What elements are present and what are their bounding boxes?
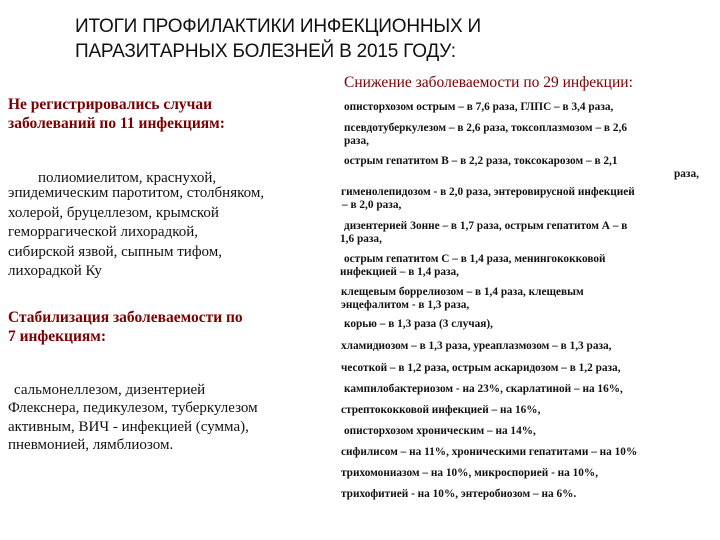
title-line-2: ПАРАЗИТАРНЫХ БОЛЕЗНЕЙ В 2015 ГОДУ:: [75, 41, 456, 62]
stabilization-heading-line-2: 7 инфекциям:: [8, 328, 106, 345]
decrease-item-line: энцефалитом - в 1,3 раза,: [341, 298, 470, 311]
decrease-item-line: трихомониазом – на 10%, микроспорией - на 10%,: [341, 467, 599, 479]
decrease-item-line: острым гепатитом В – в 2,2 раза, токсокарозом – в 2,1: [344, 155, 618, 167]
decrease-item-line: 1,6 раза,: [340, 232, 382, 245]
decrease-item: [344, 155, 699, 180]
decrease-item: [344, 101, 613, 114]
stabilization-item: активным, ВИЧ - инфекцией (сумма),: [8, 419, 249, 435]
not-registered-item: геморрагической лихорадкой,: [8, 224, 199, 240]
decrease-item-line: описторхозом хроническим – на 14%,: [344, 425, 536, 437]
decrease-item: [341, 286, 584, 311]
decrease-item-line: сифилисом – на 11%, хроническими гепатитами – на 10%: [341, 446, 638, 458]
not-registered-item: холерой, бруцеллезом, крымской: [8, 205, 219, 221]
decrease-item: [344, 122, 627, 147]
not-registered-item: сибирской язвой, сыпным тифом,: [8, 244, 223, 260]
decrease-item-line: кампилобактериозом - на 23%, скарлатиной – на 16%,: [344, 383, 623, 395]
decrease-item: [341, 362, 621, 375]
decrease-item-line: чесоткой – в 1,2 раза, острым аскаридозом – в 1,2 раза,: [341, 362, 621, 374]
decrease-item: [341, 488, 576, 501]
stabilization-item: сальмонеллезом, дизентерией: [14, 382, 206, 398]
decrease-item-line: дизентерией Зонне – в 1,7 раза, острым гепатитом А – в: [344, 220, 628, 232]
decrease-item-line: клещевым боррелиозом – в 1,4 раза, клещевым: [341, 286, 584, 298]
slide-title: [75, 14, 635, 64]
decrease-item: [341, 446, 637, 459]
decrease-item-line: описторхозом острым – в 7,6 раза, ГЛПС – в 3,4 раза,: [344, 101, 614, 113]
not-registered-item: лихорадкой Ку: [8, 263, 102, 279]
decrease-item-line: псевдотуберкулезом – в 2,6 раза, токсоплазмозом – в 2,6: [344, 122, 627, 134]
decrease-item: [344, 383, 623, 396]
stabilization-heading-line-1: Стабилизация заболеваемости по: [8, 309, 243, 326]
decrease-item-line: хламидиозом – в 1,3 раза, уреаплазмозом – в 1,3 раза,: [341, 340, 612, 352]
title-line-1: ИТОГИ ПРОФИЛАКТИКИ ИНФЕКЦИОННЫХ И: [75, 16, 482, 37]
decrease-item: [340, 220, 628, 245]
decrease-item-line: – в 2,0 раза,: [342, 198, 402, 211]
stabilization-item: пневмонией, лямблиозом.: [8, 437, 174, 453]
decrease-item: [341, 404, 540, 417]
decrease-item: [341, 186, 635, 211]
decrease-item-line: острым гепатитом С – в 1,4 раза, менингококковой: [344, 253, 606, 265]
not-registered-heading-line-1: Не регистрировались случаи: [8, 96, 213, 113]
decrease-item-line: раза,: [674, 167, 699, 180]
decrease-item-line: корью – в 1,3 раза (3 случая),: [344, 318, 493, 330]
not-registered-heading-line-2: заболеваний по 11 инфекциям:: [8, 115, 225, 132]
decrease-item: [340, 253, 606, 278]
decrease-item: [341, 467, 598, 480]
not-registered-item: эпидемическим паротитом, столбняком,: [8, 185, 265, 201]
decrease-item: [344, 425, 536, 438]
stabilization-item: Флекснера, педикулезом, туберкулезом: [8, 400, 258, 416]
decrease-item-line: стрептококковой инфекцией – на 16%,: [341, 404, 541, 416]
decrease-heading: Снижение заболеваемости по 29 инфекции:: [344, 74, 633, 91]
not-registered-item: полиомиелитом, краснухой,: [38, 170, 217, 186]
decrease-item: [344, 318, 493, 331]
decrease-item-line: инфекцией – в 1,4 раза,: [340, 265, 460, 278]
decrease-item-line: гименолепидозом - в 2,0 раза, энтеровирусной инфекцией: [341, 186, 635, 198]
decrease-item: [341, 340, 611, 353]
decrease-item-line: трихофитией - на 10%, энтеробиозом – на 6%.: [341, 488, 577, 500]
decrease-item-line: раза,: [344, 134, 369, 147]
